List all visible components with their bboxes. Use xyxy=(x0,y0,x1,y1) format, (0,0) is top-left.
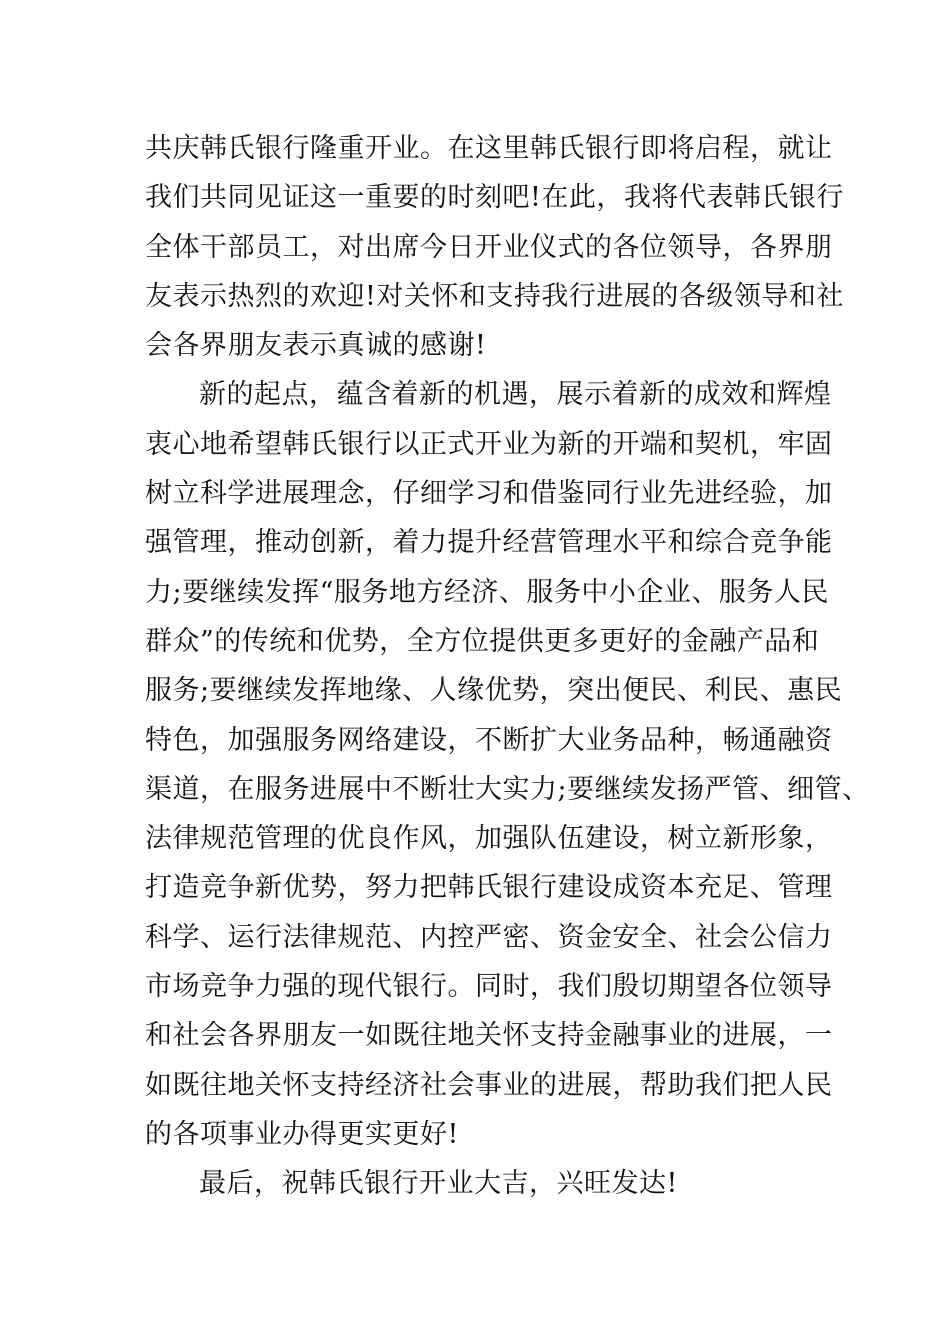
text-line: 科学、运行法律规范、内控严密、资金安全、社会公信力 xyxy=(145,921,833,953)
text-line: 法律规范管理的优良作风，加强队伍建设，树立新形象， xyxy=(145,823,833,855)
text-line: 群众”的传统和优势，全方位提供更多更好的金融产品和 xyxy=(145,625,820,657)
text-line: 树立科学进展理念，仔细学习和借鉴同行业先进经验，加 xyxy=(145,478,833,510)
paragraph-start-line: 新的起点，蕴含着新的机遇，展示着新的成效和辉煌 xyxy=(199,379,832,411)
text-line: 会各界朋友表示真诚的感谢! xyxy=(145,330,487,362)
text-line: 服务;要继续发挥地缘、人缘优势，突出便民、利民、惠民 xyxy=(145,675,843,707)
text-line: 友表示热烈的欢迎!对关怀和支持我行进展的各级领导和社 xyxy=(145,280,844,312)
text-line: 打造竞争新优势，努力把韩氏银行建设成资本充足、管理 xyxy=(145,872,833,904)
text-line: 市场竞争力强的现代银行。同时，我们殷切期望各位领导 xyxy=(145,971,833,1003)
text-line: 和社会各界朋友一如既往地关怀支持金融事业的进展，一 xyxy=(145,1020,833,1052)
text-line: 如既往地关怀支持经济社会事业的进展，帮助我们把人民 xyxy=(145,1069,833,1101)
text-line: 强管理，推动创新，着力提升经营管理水平和综合竞争能 xyxy=(145,527,833,559)
text-line: 特色，加强服务网络建设，不断扩大业务品种，畅通融资 xyxy=(145,724,833,756)
text-line: 力;要继续发挥“服务地方经济、服务中小企业、服务人民 xyxy=(145,576,829,608)
text-line: 的各项事业办得更实更好! xyxy=(145,1118,459,1150)
closing-line: 最后，祝韩氏银行开业大吉，兴旺发达! xyxy=(199,1168,678,1200)
text-line: 渠道，在服务进展中不断壮大实力;要继续发扬严管、细管、 xyxy=(145,773,870,805)
text-line: 衷心地希望韩氏银行以正式开业为新的开端和契机，牢固 xyxy=(145,428,833,460)
text-line: 我们共同见证这一重要的时刻吧!在此，我将代表韩氏银行 xyxy=(145,182,844,214)
text-line: 共庆韩氏银行隆重开业。在这里韩氏银行即将启程，就让 xyxy=(145,133,833,164)
text-line: 全体干部员工，对出席今日开业仪式的各位领导，各界朋 xyxy=(145,231,833,263)
document-body xyxy=(145,124,870,1209)
